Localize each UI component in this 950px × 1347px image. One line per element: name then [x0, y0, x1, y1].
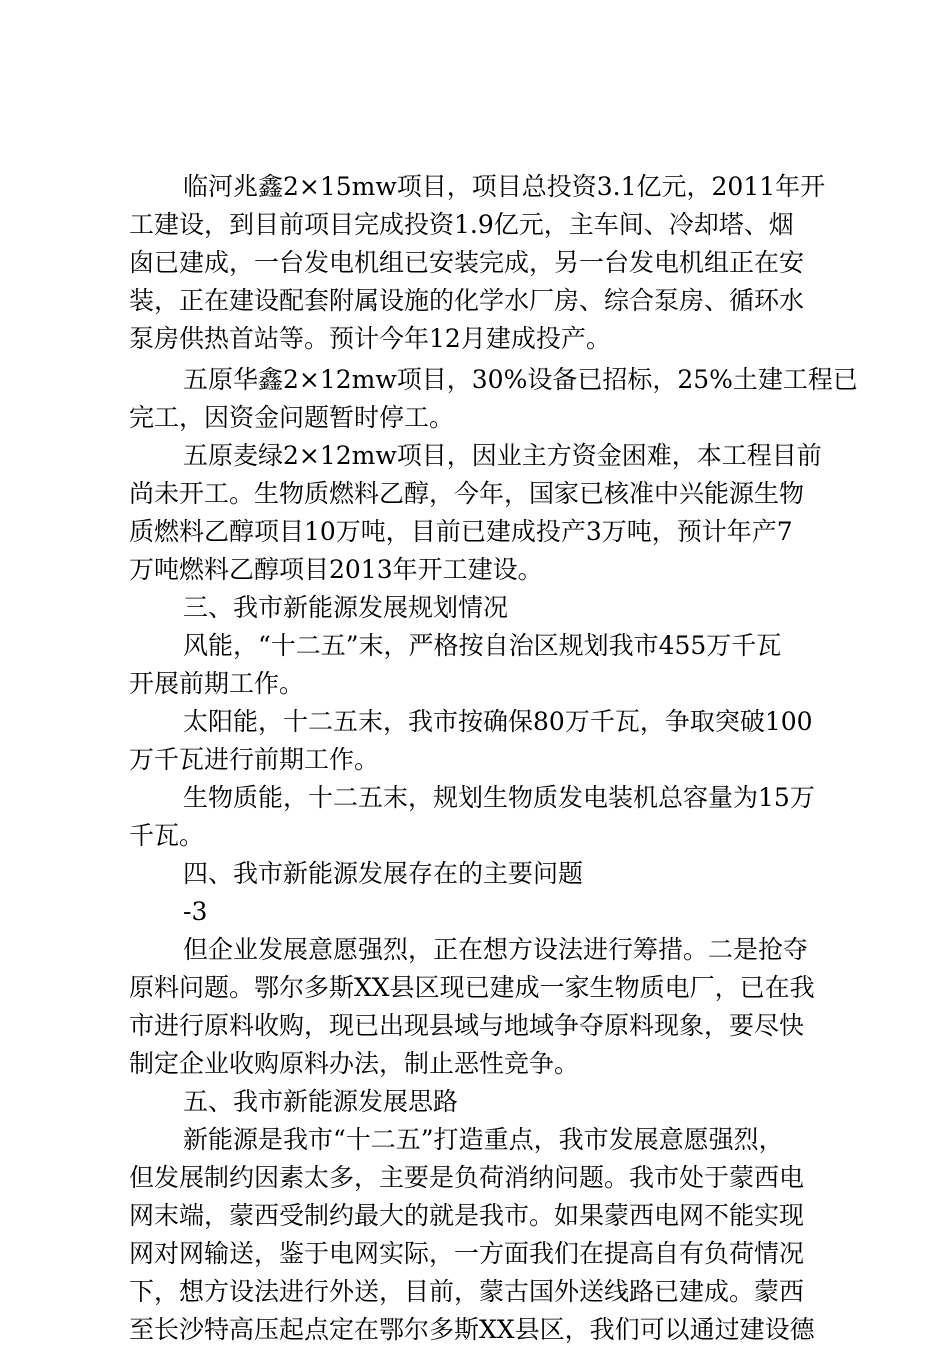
text-line: 开展前期工作。	[129, 669, 305, 698]
text-line: 质燃料乙醇项目10万吨，目前已建成投产3万吨，预计年产7	[129, 517, 793, 546]
text-line: 装，正在建设配套附属设施的化学水厂房、综合泵房、循环水	[129, 286, 805, 315]
text-line: 万千瓦进行前期工作。	[129, 745, 380, 774]
text-line: 下，想方设法进行外送，目前，蒙古国外送线路已建成。蒙西	[129, 1277, 805, 1306]
page-number: -3	[183, 897, 208, 926]
text-line: 囱已建成，一台发电机组已安装完成，另一台发电机组正在安	[129, 248, 805, 277]
text-line: 太阳能，十二五末，我市按确保80万千瓦，争取突破100	[183, 707, 813, 736]
text-line: 市进行原料收购，现已出现县域与地域争夺原料现象，要尽快	[129, 1011, 805, 1040]
text-line: 临河兆鑫2×15mw项目，项目总投资3.1亿元，2011年开	[183, 172, 826, 201]
text-line: 生物质能，十二五末，规划生物质发电装机总容量为15万	[183, 783, 815, 812]
text-line: 但企业发展意愿强烈，正在想方设法进行筹措。二是抢夺	[183, 935, 809, 964]
text-line: 工建设，到目前项目完成投资1.9亿元，主车间、冷却塔、烟	[129, 210, 794, 239]
text-line: 五原麦绿2×12mw项目，因业主方资金困难，本工程目前	[183, 441, 822, 470]
text-line: 千瓦。	[129, 821, 205, 850]
text-line: 网末端，蒙西受制约最大的就是我市。如果蒙西电网不能实现	[129, 1201, 805, 1230]
text-line: 新能源是我市“十二五”打造重点，我市发展意愿强烈，	[183, 1125, 784, 1154]
text-line: 万吨燃料乙醇项目2013年开工建设。	[129, 555, 543, 584]
text-line: 完工，因资金问题暂时停工。	[129, 403, 455, 432]
text-line: 制定企业收购原料办法，制止恶性竞争。	[129, 1049, 580, 1078]
text-line: 至长沙特高压起点定在鄂尔多斯XX县区，我们可以通过建设德	[129, 1315, 815, 1344]
text-line: 五原华鑫2×12mw项目，30%设备已招标，25%土建工程已	[183, 365, 858, 394]
text-line: 泵房供热首站等。预计今年12月建成投产。	[129, 324, 611, 353]
text-line: 网对网输送，鉴于电网实际，一方面我们在提高自有负荷情况	[129, 1239, 805, 1268]
section-heading: 五、我市新能源发展思路	[183, 1087, 459, 1116]
text-line: 但发展制约因素太多，主要是负荷消纳问题。我市处于蒙西电	[129, 1163, 805, 1192]
text-line: 风能，“十二五”末，严格按自治区规划我市455万千瓦	[183, 631, 782, 660]
section-heading: 三、我市新能源发展规划情况	[183, 593, 509, 622]
text-line: 尚未开工。生物质燃料乙醇，今年，国家已核准中兴能源生物	[129, 479, 805, 508]
text-line: 原料问题。鄂尔多斯XX县区现已建成一家生物质电厂，已在我	[129, 973, 815, 1002]
section-heading: 四、我市新能源发展存在的主要问题	[183, 859, 584, 888]
